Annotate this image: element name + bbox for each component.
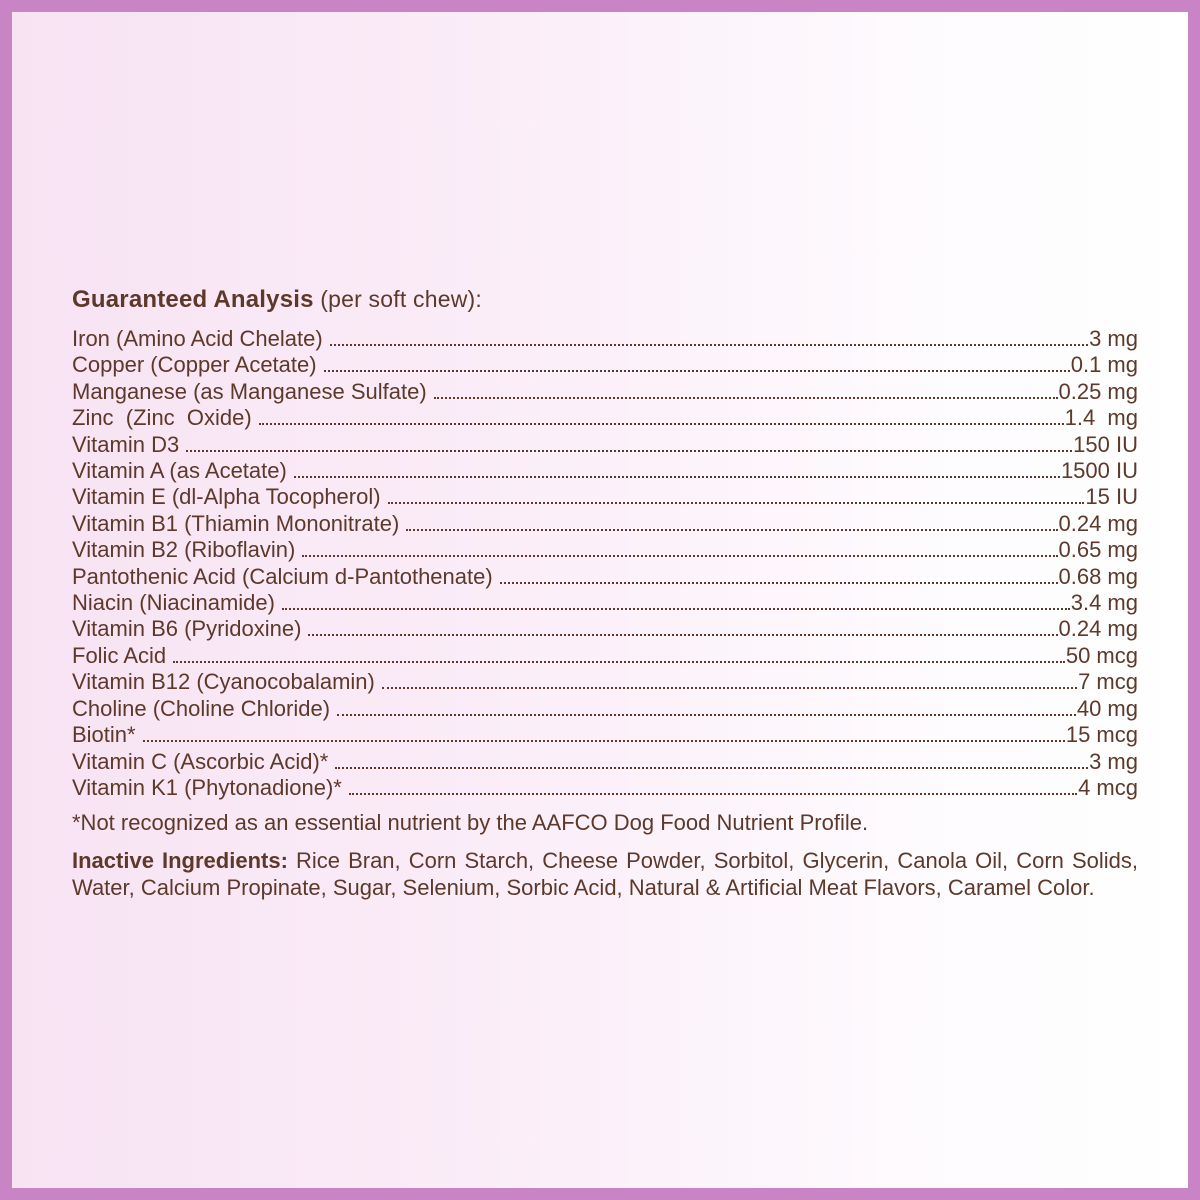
analysis-row (72, 458, 1138, 484)
nutrient-name: Vitamin K1 (Phytonadione)* (72, 774, 342, 800)
analysis-row (72, 590, 1138, 616)
nutrient-value: 150 IU (1073, 431, 1138, 457)
nutrient-name: Manganese (as Manganese Sulfate) (72, 378, 427, 404)
analysis-row (72, 511, 1138, 537)
nutrient-name: Biotin* (72, 722, 136, 748)
nutrient-value: 3 mg (1089, 326, 1138, 351)
nutrient-name: Copper (Copper Acetate) (72, 352, 317, 378)
analysis-table (72, 326, 1138, 801)
nutrient-value: 0.24 mg (1058, 616, 1138, 642)
dotted-leader (259, 423, 1064, 425)
dotted-leader (382, 687, 1077, 689)
dotted-leader (330, 344, 1088, 346)
analysis-row (72, 484, 1138, 510)
dotted-leader (173, 661, 1065, 663)
label-content-panel (12, 12, 1188, 1188)
inactive-ingredients-label: Inactive Ingredients: (72, 848, 288, 874)
dotted-leader (302, 555, 1057, 557)
analysis-row (72, 379, 1138, 405)
dotted-leader (388, 502, 1085, 504)
nutrient-name: Vitamin A (as Acetate) (72, 458, 287, 484)
aafco-footnote: *Not recognized as an essential nutrient by the AAFCO Dog Food Nutrient Profile. (72, 810, 869, 836)
analysis-row (72, 616, 1138, 642)
dotted-leader (349, 793, 1077, 795)
nutrient-name: Pantothenic Acid (Calcium d-Pantothenate) (72, 563, 493, 589)
inactive-ingredients-paragraph (72, 848, 1138, 901)
nutrient-value: 15 IU (1085, 484, 1138, 510)
analysis-row (72, 352, 1138, 378)
nutrient-value: 0.1 mg (1070, 352, 1138, 378)
nutrient-value: 4 mcg (1078, 774, 1138, 800)
analysis-row (72, 643, 1138, 669)
dotted-leader (500, 582, 1058, 584)
nutrient-name: Vitamin B12 (Cyanocobalamin) (72, 669, 375, 695)
analysis-row (72, 749, 1138, 775)
dotted-leader (406, 529, 1057, 531)
nutrient-value: 1500 IU (1060, 458, 1138, 484)
nutrient-name: Folic Acid (72, 642, 167, 668)
nutrient-name: Vitamin B2 (Riboflavin) (72, 537, 296, 563)
nutrient-value: 0.65 mg (1058, 537, 1138, 563)
analysis-row (72, 326, 1138, 352)
nutrient-value: 1.4 mg (1064, 405, 1138, 431)
dotted-leader (143, 740, 1065, 742)
nutrient-value: 50 mcg (1065, 642, 1138, 668)
dotted-leader (186, 450, 1072, 452)
nutrient-value: 0.24 mg (1058, 510, 1138, 536)
nutrient-name: Vitamin C (Ascorbic Acid)* (72, 748, 329, 774)
nutrient-name: Zinc (Zinc Oxide) (72, 405, 252, 431)
analysis-row (72, 775, 1138, 801)
per-soft-chew-note: (per soft chew): (313, 286, 482, 312)
dotted-leader (282, 608, 1070, 610)
nutrient-value: 3.4 mg (1070, 590, 1138, 616)
dotted-leader (294, 476, 1060, 478)
analysis-row (72, 696, 1138, 722)
analysis-row (72, 564, 1138, 590)
nutrient-value: 40 mg (1076, 695, 1138, 721)
nutrient-name: Choline (Choline Chloride) (72, 695, 331, 721)
analysis-row (72, 432, 1138, 458)
analysis-row (72, 537, 1138, 563)
dotted-leader (335, 767, 1088, 769)
guaranteed-analysis-title: Guaranteed Analysis (72, 286, 314, 313)
analysis-row (72, 722, 1138, 748)
nutrient-value: 15 mcg (1065, 722, 1138, 748)
dotted-leader (337, 714, 1076, 716)
dotted-leader (434, 397, 1058, 399)
nutrient-name: Vitamin B6 (Pyridoxine) (72, 616, 302, 642)
nutrient-name: Iron (Amino Acid Chelate) (72, 326, 323, 351)
nutrient-name: Vitamin E (dl-Alpha Tocopherol) (72, 484, 381, 510)
nutrient-value: 0.25 mg (1058, 378, 1138, 404)
nutrient-value: 0.68 mg (1058, 563, 1138, 589)
nutrient-name: Vitamin D3 (72, 431, 180, 457)
dotted-leader (324, 370, 1070, 372)
analysis-row (72, 405, 1138, 431)
guaranteed-analysis-heading (72, 286, 1138, 314)
nutrient-name: Vitamin B1 (Thiamin Mononitrate) (72, 510, 400, 536)
dotted-leader (308, 634, 1057, 636)
nutrient-value: 7 mcg (1078, 669, 1138, 695)
nutrient-name: Niacin (Niacinamide) (72, 590, 275, 616)
analysis-row (72, 669, 1138, 695)
inactive-ingredients-text: Rice Bran, Corn Starch, Cheese Powder, Sorbitol, Glycerin, Canola Oil, Corn Solids, Water, Calcium Propinate, Sugar, Selenium, Sorbic Acid, Natural & Artificial Meat Flavors, Caramel Color. (72, 848, 1138, 900)
nutrient-value: 3 mg (1089, 748, 1138, 774)
